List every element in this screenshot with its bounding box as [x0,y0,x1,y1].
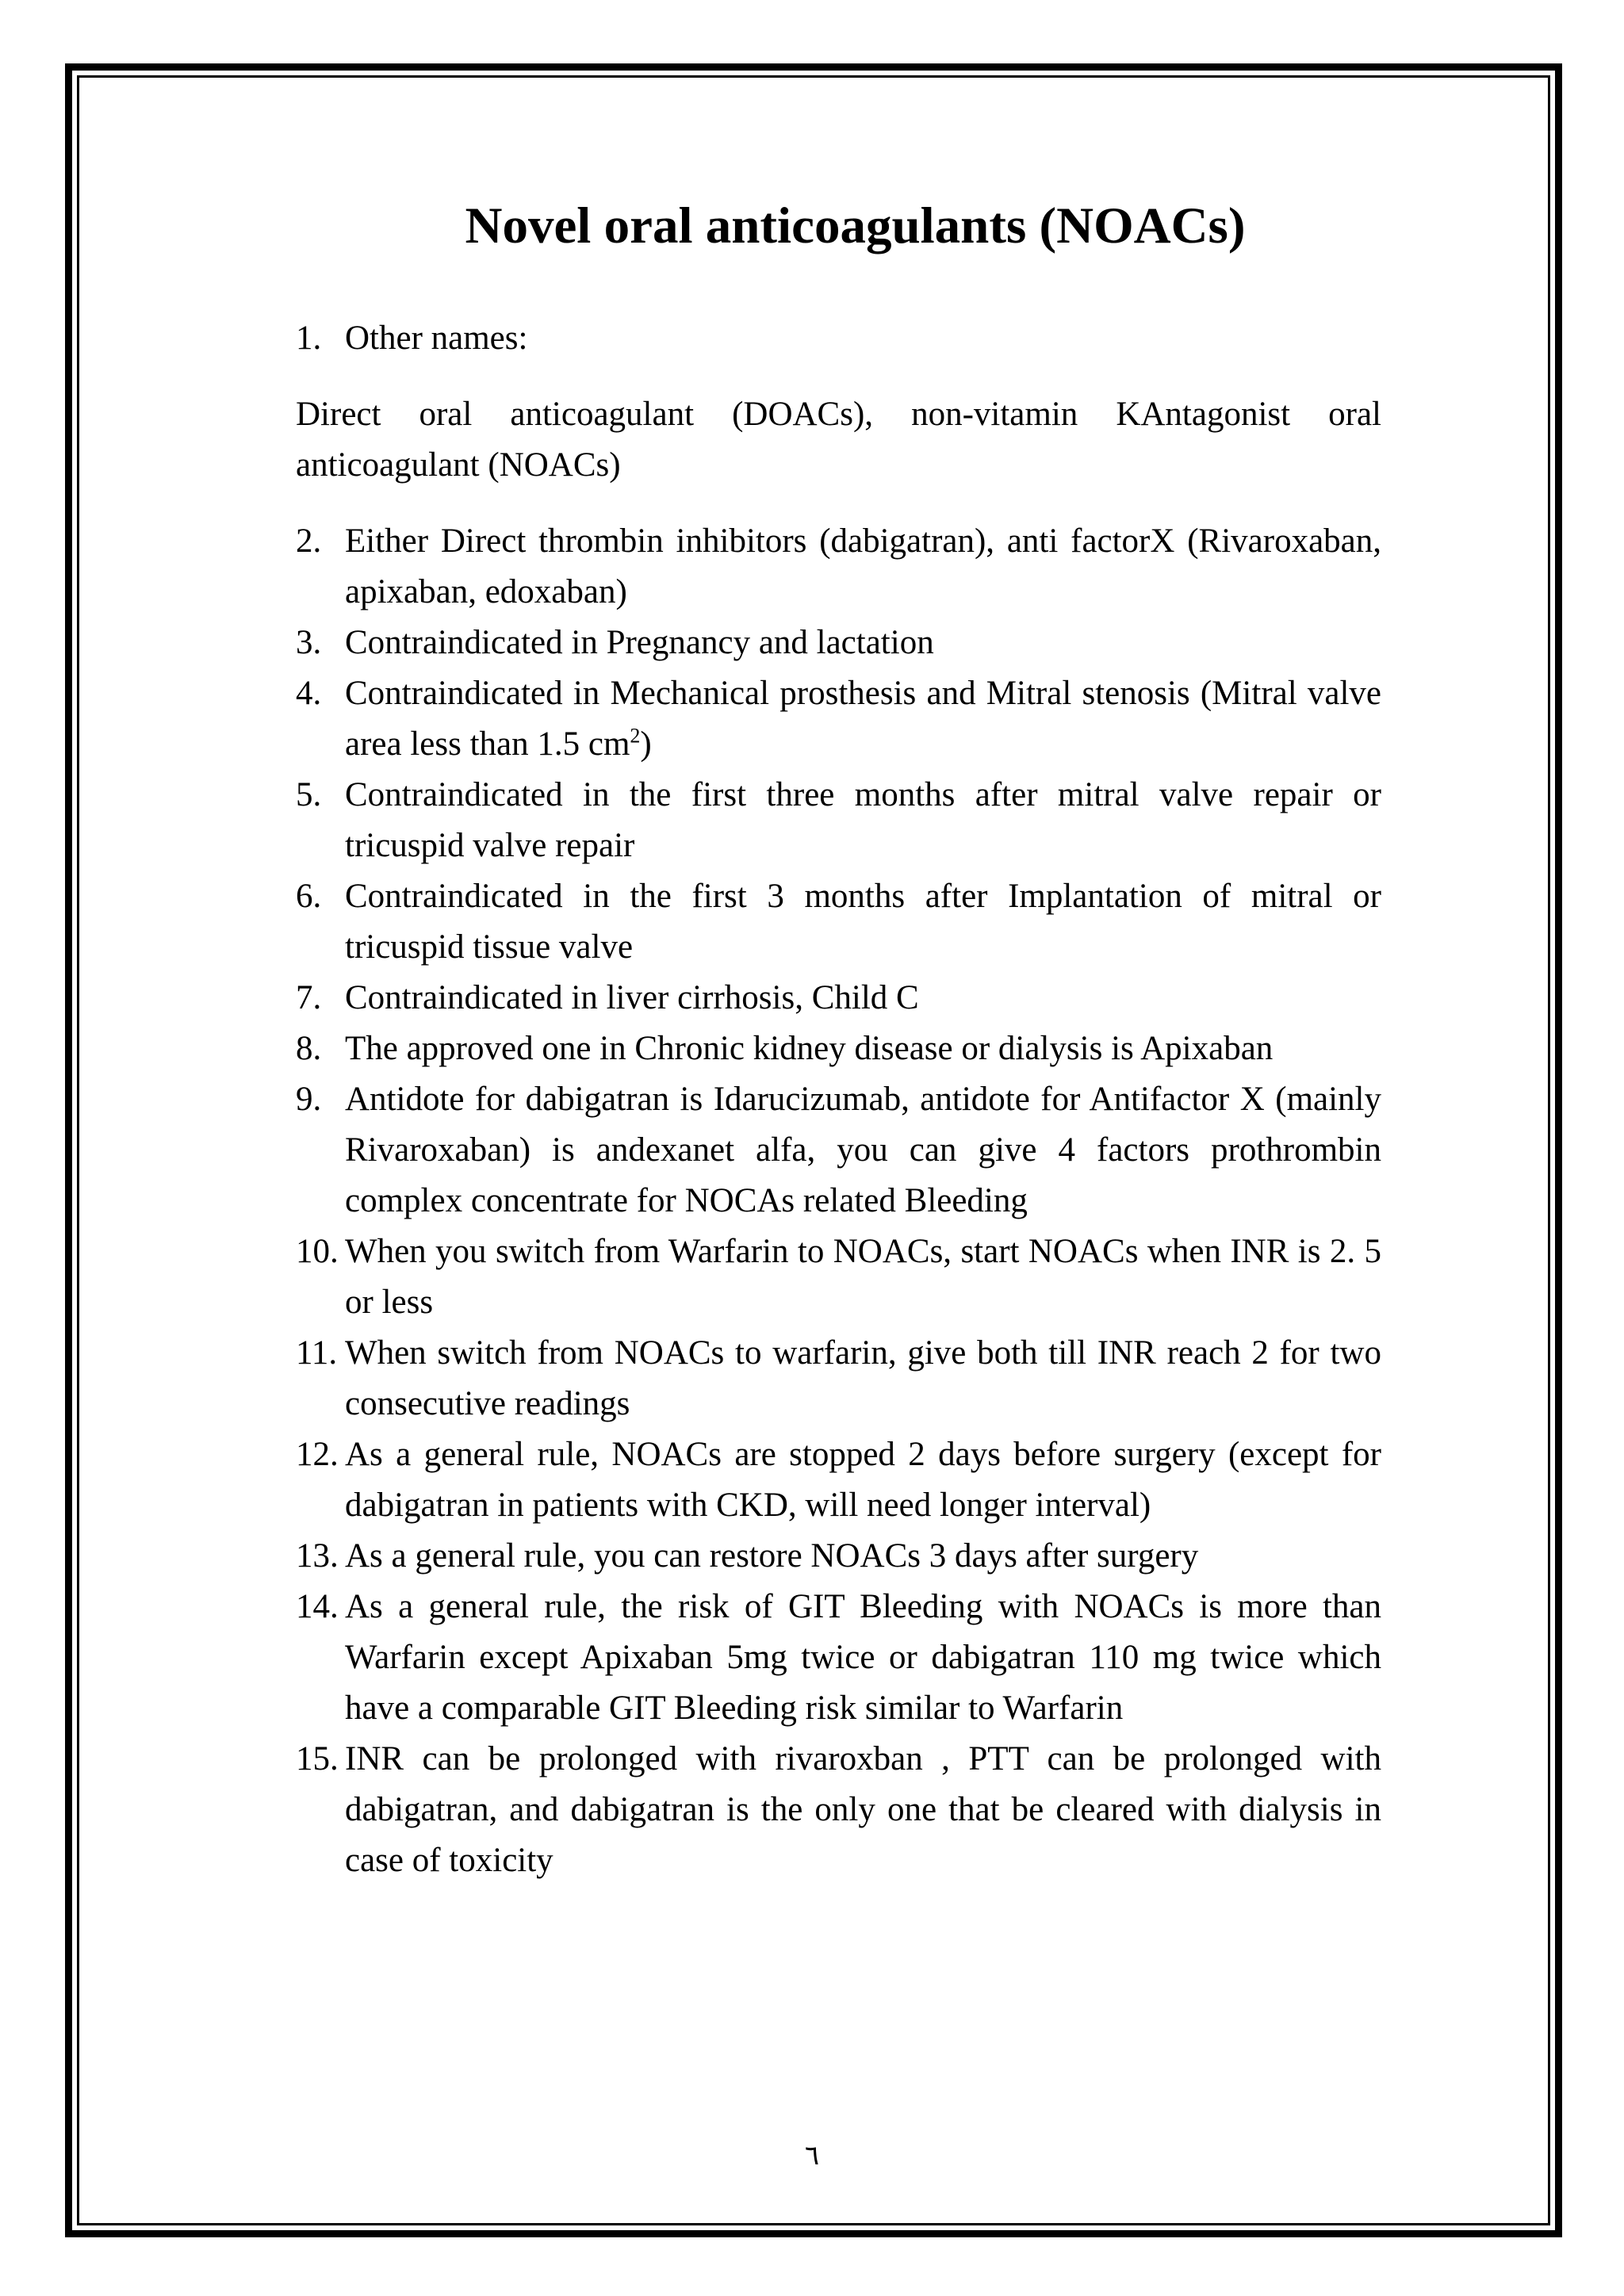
list-item [296,1734,1381,1886]
list-item [296,1531,1381,1582]
page-number: ٦ [804,2141,820,2171]
list-item [296,770,1381,871]
list-item-number: 11. [296,1334,338,1372]
list-item-number: 2. [296,522,322,560]
list-item [296,1226,1381,1328]
list-item-text: As a general rule, you can restore NOACs 3 days after surgery [345,1537,1199,1575]
list-item-text: As a general rule, the risk of GIT Bleeding with NOACs is more than Warfarin except Apixaban 5mg twice or dabigatran 110 mg twice which have a comparable GIT Bleeding risk similar to Warfarin [345,1588,1381,1727]
list-item [296,871,1381,973]
document-body [296,190,1381,1886]
list-item-tail: ) [640,725,652,763]
list-item-number: 9. [296,1081,322,1118]
list-item-text: Either Direct thrombin inhibitors (dabigatran), anti factorX (Rivaroxaban, apixaban, edoxaban) [345,522,1381,610]
list-item [296,1328,1381,1429]
list-item-number: 12. [296,1436,339,1473]
list-item-number: 8. [296,1030,322,1067]
list-item-text: When switch from NOACs to warfarin, give both till INR reach 2 for two consecutive readings [345,1334,1381,1422]
list-item-number: 6. [296,878,322,915]
list-item-number: 15. [296,1740,339,1777]
list-item [296,516,1381,618]
list-item-text: As a general rule, NOACs are stopped 2 days before surgery (except for dabigatran in patients with CKD, will need longer interval) [345,1436,1381,1524]
list-item-number: 14. [296,1588,339,1625]
list-item-text: When you switch from Warfarin to NOACs, start NOACs when INR is 2. 5 or less [345,1233,1381,1321]
list-item-text: The approved one in Chronic kidney disease or dialysis is Apixaban [345,1030,1274,1067]
superscript-squared: 2 [630,724,641,748]
list-item-text: Contraindicated in Pregnancy and lactation [345,624,934,661]
list-item-number: 4. [296,675,322,712]
list-item [296,1582,1381,1734]
list-item [296,1074,1381,1226]
list-item [296,313,1381,364]
list-item [296,1024,1381,1074]
list-item-number: 7. [296,979,322,1016]
list-item [296,973,1381,1024]
list-item-text: Contraindicated in the first 3 months after Implantation of mitral or tricuspid tissue valve [345,878,1381,966]
list-item-text: Antidote for dabigatran is Idarucizumab, antidote for Antifactor X (mainly Rivaroxaban) is andexanet alfa, you can give 4 factors prothrombin complex concentrate for NOCAs related Bleeding [345,1081,1381,1219]
list-item-number: 5. [296,776,322,813]
list-item [296,1429,1381,1531]
list-item [296,668,1381,770]
list-item-text: Contraindicated in the first three months after mitral valve repair or tricuspid valve repair [345,776,1381,864]
list-item-number: 13. [296,1537,339,1575]
list-item-number: 1. [296,320,322,357]
other-names-paragraph: Direct oral anticoagulant (DOACs), non-vitamin KAntagonist oral anticoagulant (NOACs) [296,396,1381,484]
list-item-number: 10. [296,1233,339,1270]
list-item [296,618,1381,668]
list-item-number: 3. [296,624,322,661]
page-title: Novel oral anticoagulants (NOACs) [465,197,1246,254]
list-item-text: INR can be prolonged with rivaroxban , PTT can be prolonged with dabigatran, and dabigatran is the only one that be cleared with dialysis in case of toxicity [345,1740,1381,1879]
list-item-text: Contraindicated in Mechanical prosthesis and Mitral stenosis (Mitral valve area less than 1.5 cm [345,675,1381,763]
list-item-text: Contraindicated in liver cirrhosis, Child C [345,979,919,1016]
list-item-text: Other names: [345,320,528,357]
